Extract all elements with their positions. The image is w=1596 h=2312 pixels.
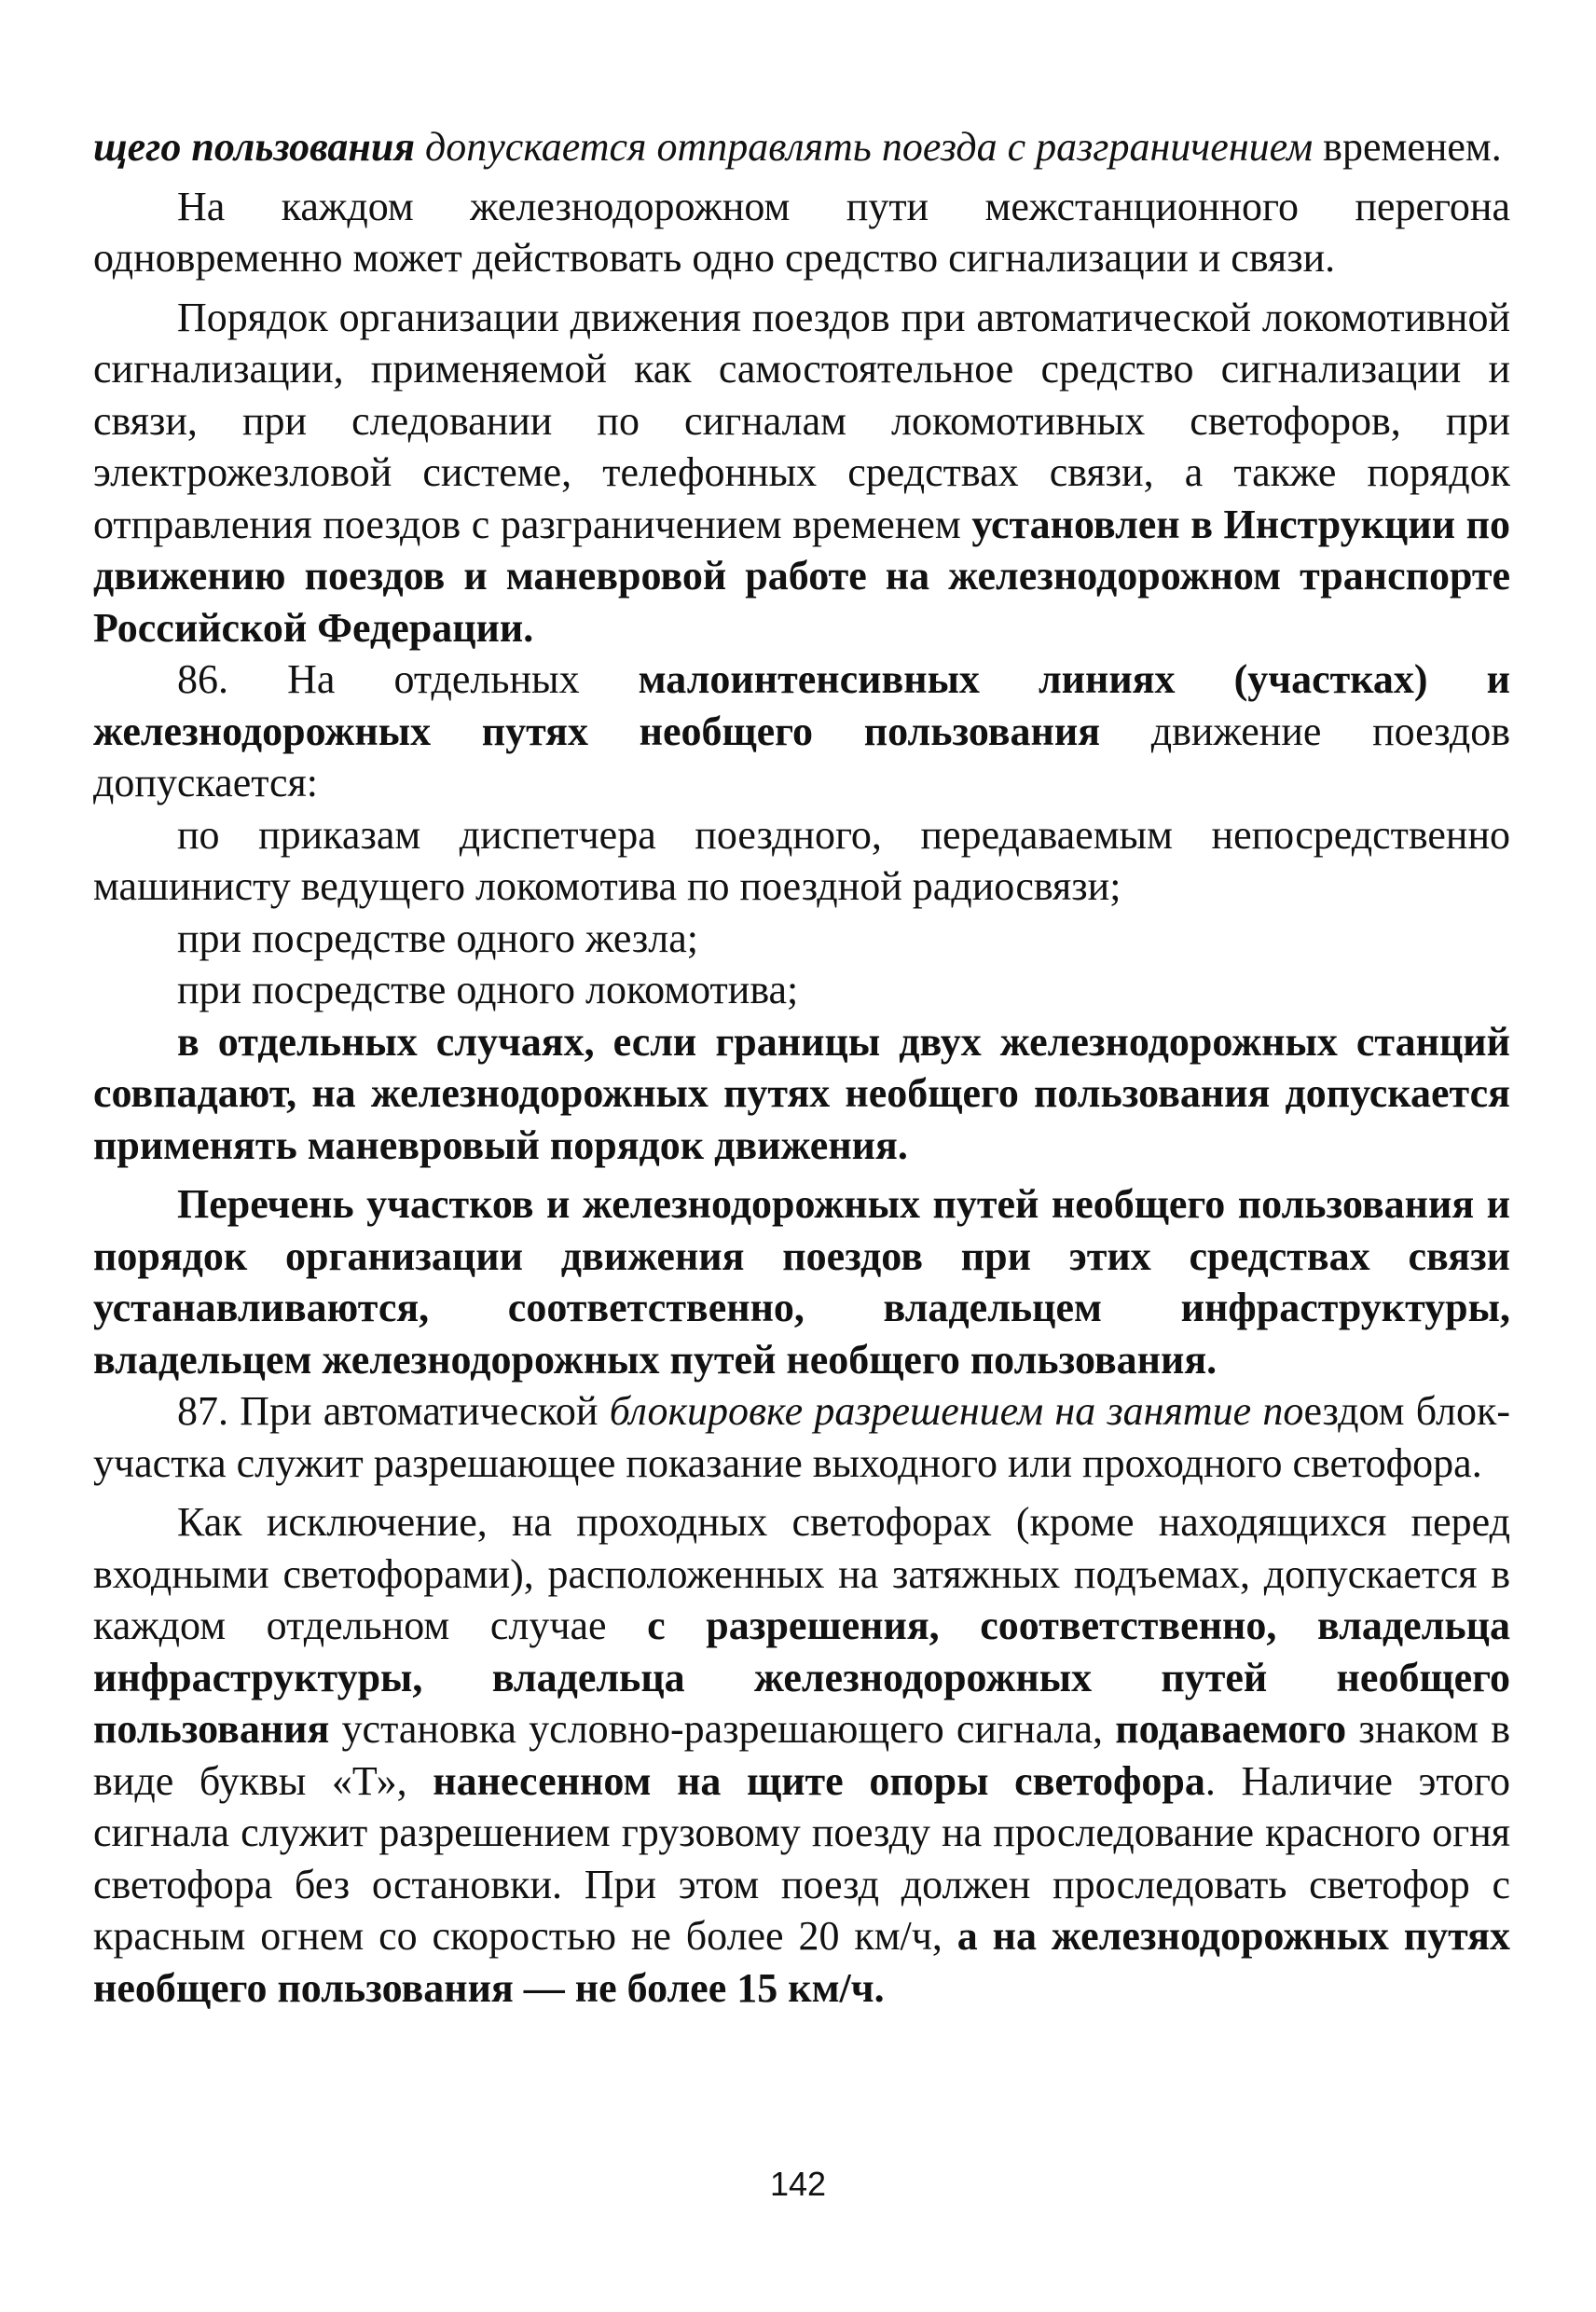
paragraph-3	[93, 292, 1510, 654]
text-span: 87. При автоматической	[177, 1388, 610, 1434]
list-item-staff	[93, 913, 1510, 965]
list-item-dispatcher	[93, 809, 1510, 913]
text-span: в отдельных случаях, если границы двух железнодорожных станций совпадают, на железнодорожных путях необщего пользования допускается применять маневровый порядок движения.	[93, 1018, 1510, 1168]
text-span: щего пользования	[93, 124, 415, 170]
paragraph-sections-list	[93, 1178, 1510, 1385]
text-span: блокировке разрешением на занятие по	[609, 1388, 1304, 1434]
page-body	[93, 121, 1510, 2014]
text-span: при посредстве одного локомотива;	[177, 967, 799, 1012]
list-item-locomotive	[93, 964, 1510, 1016]
text-span: знаком в виде буквы «Т»,	[93, 1706, 1510, 1804]
text-span: временем.	[1313, 124, 1502, 170]
list-item-shunting	[93, 1016, 1510, 1172]
paragraph-exception	[93, 1496, 1510, 2014]
text-span: 86. На отдельных	[177, 656, 639, 702]
text-span: с разрешения, соответственно, владельца инфраструктуры, владельца железнодорожных путей необщего пользования	[93, 1603, 1510, 1752]
text-span: по приказам диспетчера поездного, передаваемым непосредственно машинисту ведущего локомотива по поездной радиосвязи;	[93, 811, 1510, 909]
text-span: На каждом железнодорожном пути межстанционного перегона одновременно может действовать одно средство сигнализации и связи.	[93, 183, 1510, 281]
text-span: . Наличие этого сигнала служит разрешением грузовому поезду на проследование красного огня светофора без остановки. При этом поезд должен проследовать светофор с красным огнем со скоростью не более 20 км/ч,	[93, 1757, 1510, 1959]
text-span: нанесенном на щите опоры светофора	[433, 1757, 1205, 1804]
paragraph-87	[93, 1385, 1510, 1489]
text-span: при посредстве одного жезла;	[177, 915, 699, 961]
text-span: Перечень участков и железнодорожных путей необщего пользования и порядок организации движения поездов при этих средствах связи устанавливаются, соответственно, владельцем инфраструктуры, владельцем железнодорожных путей необщего пользования.	[93, 1181, 1510, 1383]
paragraph-2	[93, 181, 1510, 284]
text-span: Порядок организации движения поездов при автоматической локомотивной сигнализации, применяемой как самостоятельное средство сигнализации и связи, при следовании по сигналам локомотивных светофоров, при электрожезловой системе, телефонных средствах связи, а также порядок отправления поездов с разграничением временем	[93, 294, 1510, 547]
paragraph-1	[93, 121, 1510, 173]
text-span: установлен в Инструкции по движению поездов и маневровой работе на железнодорожном транспорте Российской Федерации.	[93, 501, 1511, 651]
text-span: ездом блок-участка служит разрешающее показание выходного или проходного светофора.	[93, 1388, 1510, 1486]
page-number: 142	[769, 2165, 827, 2203]
paragraph-86	[93, 654, 1510, 809]
text-span: Как исключение, на проходных светофорах (кроме находящихся перед входными светофорами), расположенных на затяжных подъемах, допускается в каждом отдельном случае	[93, 1499, 1510, 1648]
text-span: допускается отправлять поезда с разграничением	[415, 124, 1314, 170]
text-span: малоинтенсивных линиях (участках) и железнодорожных путях необщего пользования	[93, 656, 1510, 754]
text-span: установка условно-разрешающего сигнала,	[329, 1706, 1116, 1752]
text-span: подаваемого	[1115, 1706, 1347, 1752]
text-span: движение поездов допускается:	[93, 708, 1510, 805]
text-span: а на железнодорожных путях необщего пользования — не более 15 км/ч.	[93, 1913, 1510, 2011]
